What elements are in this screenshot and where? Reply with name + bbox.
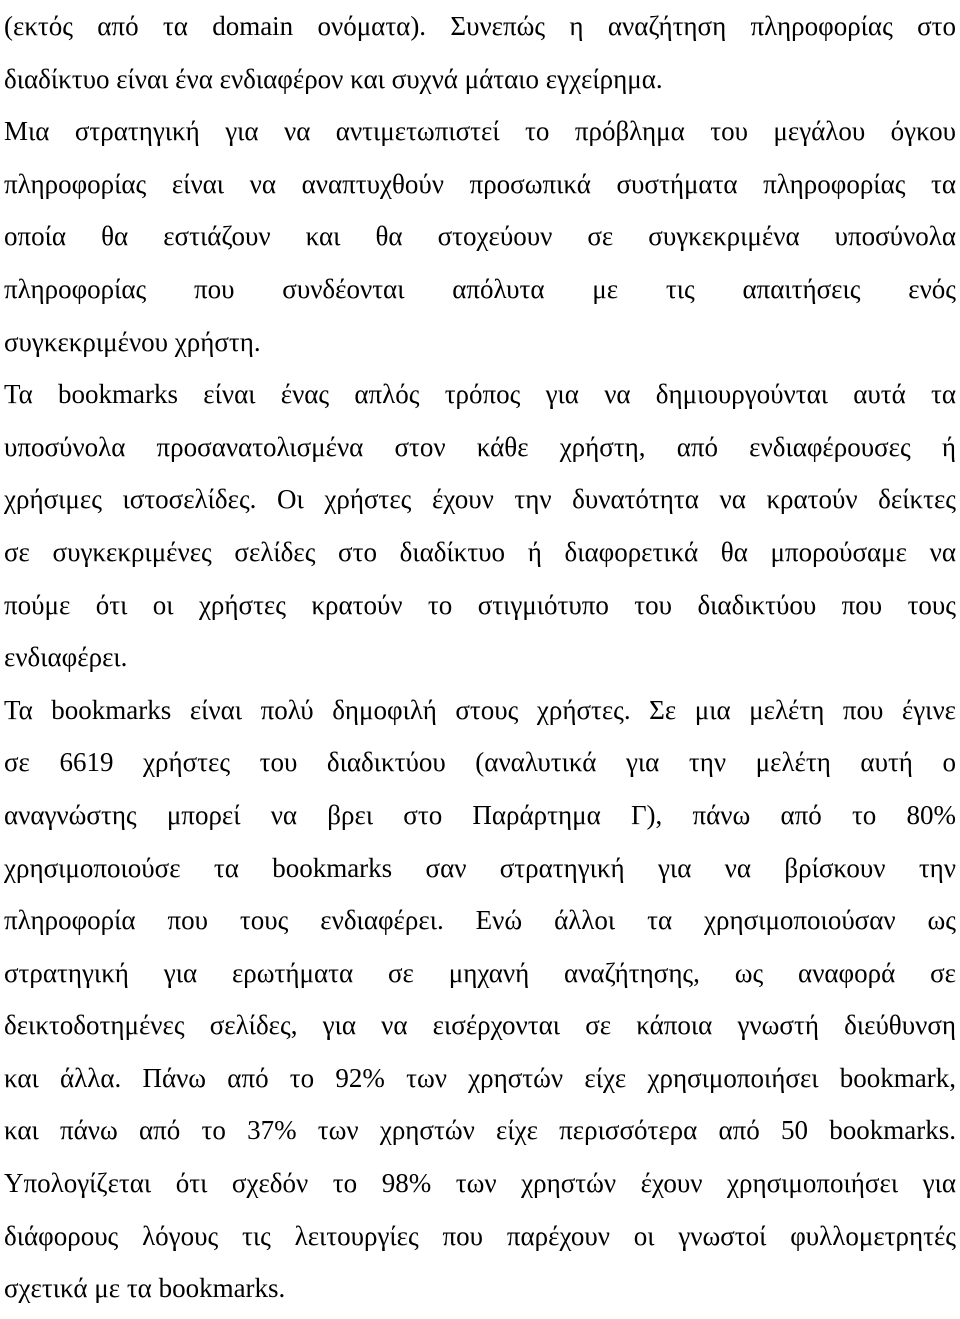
text-line: σχετικά με τα bookmarks. (4, 1273, 286, 1304)
text-line: σε συγκεκριμένες σελίδες στο διαδίκτυο ή διαφορετικά θα μπορούσαμε να (4, 536, 956, 567)
text-line: οποία θα εστιάζουν και θα στοχεύουν σε συγκεκριμένα υποσύνολα (4, 221, 956, 252)
paragraph-bookmarks-study (4, 684, 956, 1315)
paragraph-search-difficulty (4, 0, 956, 105)
text-line: και άλλα. Πάνω από το 92% των χρηστών είχε χρησιμοποιήσει bookmark, (4, 1062, 956, 1093)
text-line: πληροφορίας που συνδέονται απόλυτα με τις απαιτήσεις ενός (4, 273, 956, 304)
text-line: αναγνώστης μπορεί να βρει στο Παράρτημα Γ), πάνω από το 80% (4, 799, 956, 830)
text-line: πληροφορία που τους ενδιαφέρει. Ενώ άλλοι τα χρησιμοποιούσαν ως (4, 905, 956, 936)
text-line: (εκτός από τα domain ονόματα). Συνεπώς η αναζήτηση πληροφορίας στο (4, 11, 956, 41)
paragraph-strategy (4, 105, 956, 368)
text-line: δεικτοδοτημένες σελίδες, για να εισέρχονται σε κάποια γνωστή διεύθυνση (4, 1010, 956, 1041)
text-line: σε 6619 χρήστες του διαδικτύου (αναλυτικά για την μελέτη αυτή ο (4, 747, 956, 778)
text-line: πούμε ότι οι χρήστες κρατούν το στιγμιότυπο του διαδικτύου που τους (4, 589, 956, 620)
text-line: Τα bookmarks είναι πολύ δημοφιλή στους χρήστες. Σε μια μελέτη που έγινε (4, 694, 956, 725)
text-line: διαδίκτυο είναι ένα ενδιαφέρον και συχνά μάταιο εγχείρημα. (4, 63, 663, 94)
text-line: Υπολογίζεται ότι σχεδόν το 98% των χρηστών έχουν χρησιμοποιήσει για (4, 1168, 956, 1199)
text-line: συγκεκριμένου χρήστη. (4, 326, 261, 357)
text-line: στρατηγική για ερωτήματα σε μηχανή αναζήτησης, ως αναφορά σε (4, 957, 956, 988)
text-line: διάφορους λόγους τις λειτουργίες που παρέχουν οι γνωστοί φυλλομετρητές (4, 1220, 956, 1251)
text-line: υποσύνολα προσανατολισμένα στον κάθε χρήστη, από ενδιαφέρουσες ή (4, 431, 956, 462)
document-page (4, 0, 956, 1315)
text-line: ενδιαφέρει. (4, 642, 128, 673)
text-line: χρησιμοποιούσε τα bookmarks σαν στρατηγική για να βρίσκουν την (4, 852, 956, 883)
text-line: Μια στρατηγική για να αντιμετωπιστεί το πρόβλημα του μεγάλου όγκου (4, 116, 956, 147)
text-line: χρήσιμες ιστοσελίδες. Οι χρήστες έχουν την δυνατότητα να κρατούν δείκτες (4, 484, 956, 515)
paragraph-bookmarks-definition (4, 368, 956, 684)
text-line: Τα bookmarks είναι ένας απλός τρόπος για να δημιουργούνται αυτά τα (4, 379, 956, 410)
text-line: και πάνω από το 37% των χρηστών είχε περισσότερα από 50 bookmarks. (4, 1115, 956, 1146)
text-line: πληροφορίας είναι να αναπτυχθούν προσωπικά συστήματα πληροφορίας τα (4, 168, 956, 199)
